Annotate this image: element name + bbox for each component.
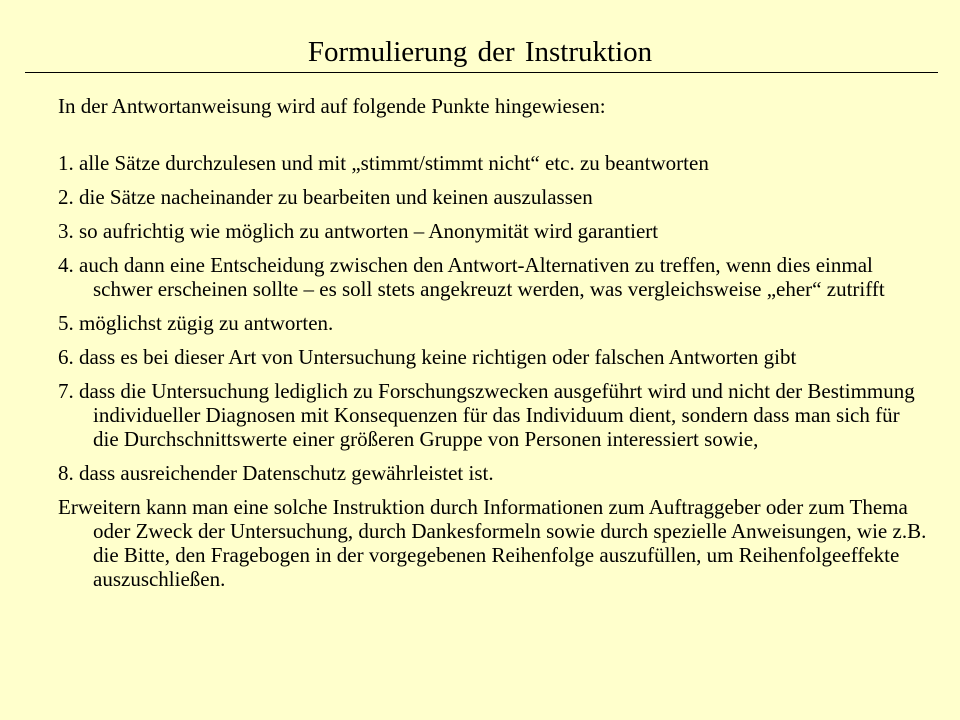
list-item-7: 7. dass die Untersuchung lediglich zu Forschungszwecken ausgeführt wird und nicht der Bestimmung individueller Diagnosen mit Konsequenzen für das Individuum dient, sondern dass man sich für die Durchschnittswerte einer größeren Gruppe von Personen interessiert sowie, (58, 379, 915, 451)
list-item-1: 1. alle Sätze durchzulesen und mit „stimmt/stimmt nicht“ etc. zu beantworten (58, 151, 709, 175)
list-item-5: 5. möglichst zügig zu antworten. (58, 311, 334, 335)
instruction-list (58, 151, 928, 591)
slide-title: Formulierung der Instruktion (307, 36, 653, 68)
list-item-4: 4. auch dann eine Entscheidung zwischen den Antwort-Alternativen zu treffen, wenn dies einmal schwer erscheinen sollte – es soll stets angekreuzt werden, was vergleichsweise „eher“ zutrifft (58, 253, 885, 301)
list-item-2: 2. die Sätze nacheinander zu bearbeiten und keinen auszulassen (58, 185, 593, 209)
closing-paragraph: Erweitern kann man eine solche Instruktion durch Informationen zum Auftraggeber oder zum Thema oder Zweck der Untersuchung, durch Dankesformeln sowie durch spezielle Anweisungen, wie z.B. die Bitte, den Fragebogen in der vorgegebenen Reihenfolge auszufüllen, um Reihenfolgeeffekte auszuschließen. (58, 495, 927, 591)
list-item-8: 8. dass ausreichender Datenschutz gewährleistet ist. (58, 461, 494, 485)
list-item-6: 6. dass es bei dieser Art von Untersuchung keine richtigen oder falschen Antworten gibt (58, 345, 797, 369)
intro-text: In der Antwortanweisung wird auf folgende Punkte hingewiesen: (58, 94, 606, 118)
list-item-3: 3. so aufrichtig wie möglich zu antworten – Anonymität wird garantiert (58, 219, 659, 243)
title-divider (25, 72, 938, 73)
